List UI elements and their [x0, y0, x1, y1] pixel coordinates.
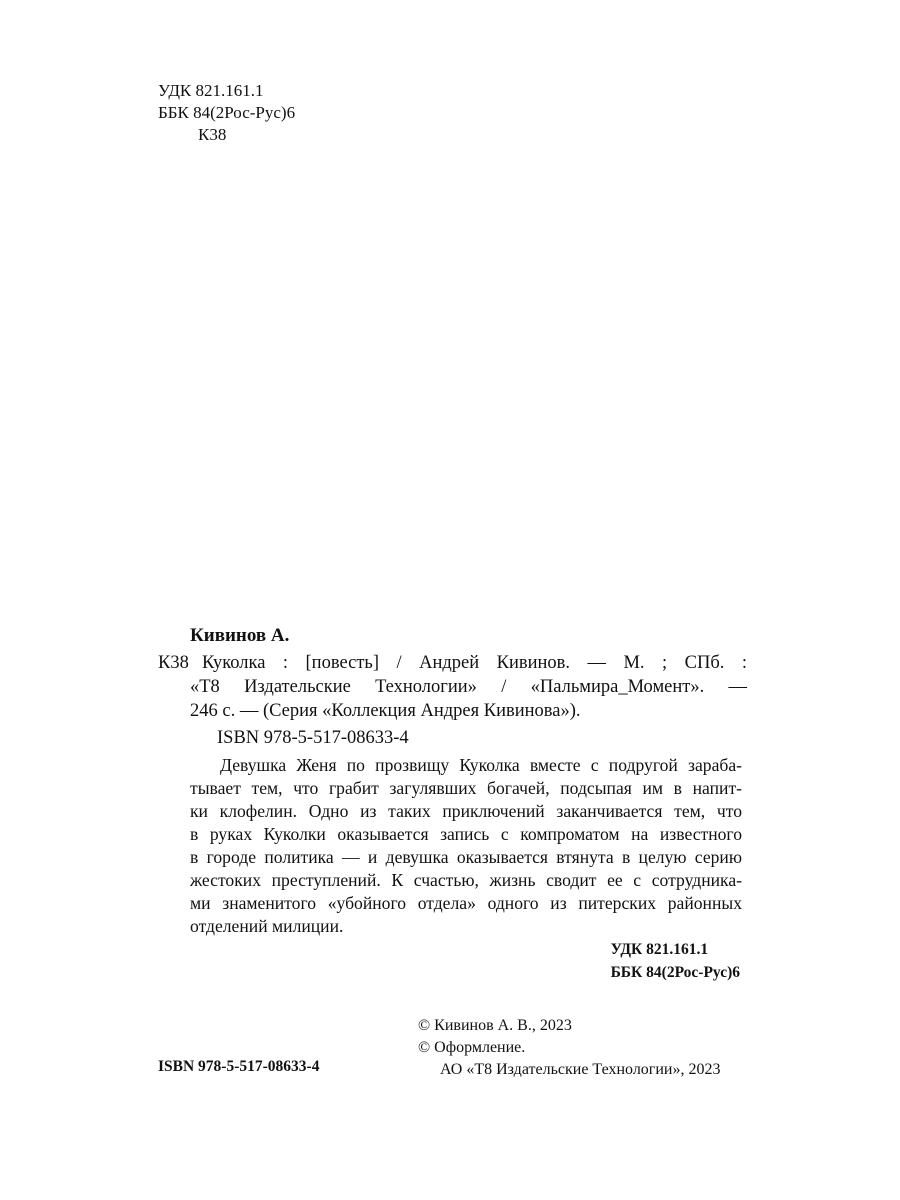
top-author-mark: К38 — [198, 125, 227, 144]
copyright-block — [418, 1015, 721, 1081]
copyright-author: © Кивинов А. В., 2023 — [418, 1017, 572, 1034]
annotation-line: ми знаменитого «убойного отдела» одного из питерских районных — [190, 893, 742, 913]
annotation-line: отделений милиции. — [190, 916, 344, 936]
entry-isbn: ISBN 978-5-517-08633-4 — [217, 728, 409, 748]
annotation-line: ки клофелин. Одно из таких приключений заканчивается тем, что — [190, 801, 742, 821]
annotation-line: жестоких преступлений. К счастью, жизнь сводит ее с сотрудника- — [190, 870, 742, 890]
entry-author-mark: К38 — [158, 653, 189, 673]
biblio-line-1 — [158, 651, 748, 675]
annotation-text — [190, 754, 742, 938]
annotation-line: в городе политика — и девушка оказывается втянута в целую серию — [190, 847, 742, 867]
copyright-design: © Оформление. — [418, 1039, 526, 1056]
top-udk-code: УДК 821.161.1 — [158, 81, 264, 100]
annotation-line: в руках Куколки оказывается запись с компроматом на известного — [190, 824, 742, 844]
biblio-line-3 — [158, 699, 748, 723]
bottom-udk-code: УДК 821.161.1 — [610, 941, 709, 958]
copyright-publisher: АО «Т8 Издательские Технологии», 2023 — [440, 1061, 721, 1078]
bibliographic-description — [158, 651, 748, 723]
biblio-line-2 — [158, 675, 748, 699]
bottom-isbn: ISBN 978-5-517-08633-4 — [158, 1058, 320, 1075]
annotation-line: тывает тем, что грабит загулявших богачей, подсыпая им в напит- — [190, 778, 742, 798]
top-bbk-code: ББК 84(2Рос-Рус)6 — [158, 103, 296, 122]
title-statement: Куколка : [повесть] / Андрей Кивинов. — М. ; СПб. : — [202, 653, 747, 673]
series-statement: 246 с. — (Серия «Коллекция Андрея Кивинова»). — [190, 701, 581, 721]
annotation-line: Девушка Женя по прозвищу Куколка вместе с подругой зараба- — [220, 755, 742, 775]
top-classification-codes — [158, 80, 295, 146]
author-heading: Кивинов А. — [190, 625, 290, 646]
bottom-classification-codes — [611, 938, 740, 984]
bottom-bbk-code: ББК 84(2Рос-Рус)6 — [610, 964, 740, 981]
publisher-statement: «Т8 Издательские Технологии» / «Пальмира_Момент». — — [190, 677, 747, 697]
